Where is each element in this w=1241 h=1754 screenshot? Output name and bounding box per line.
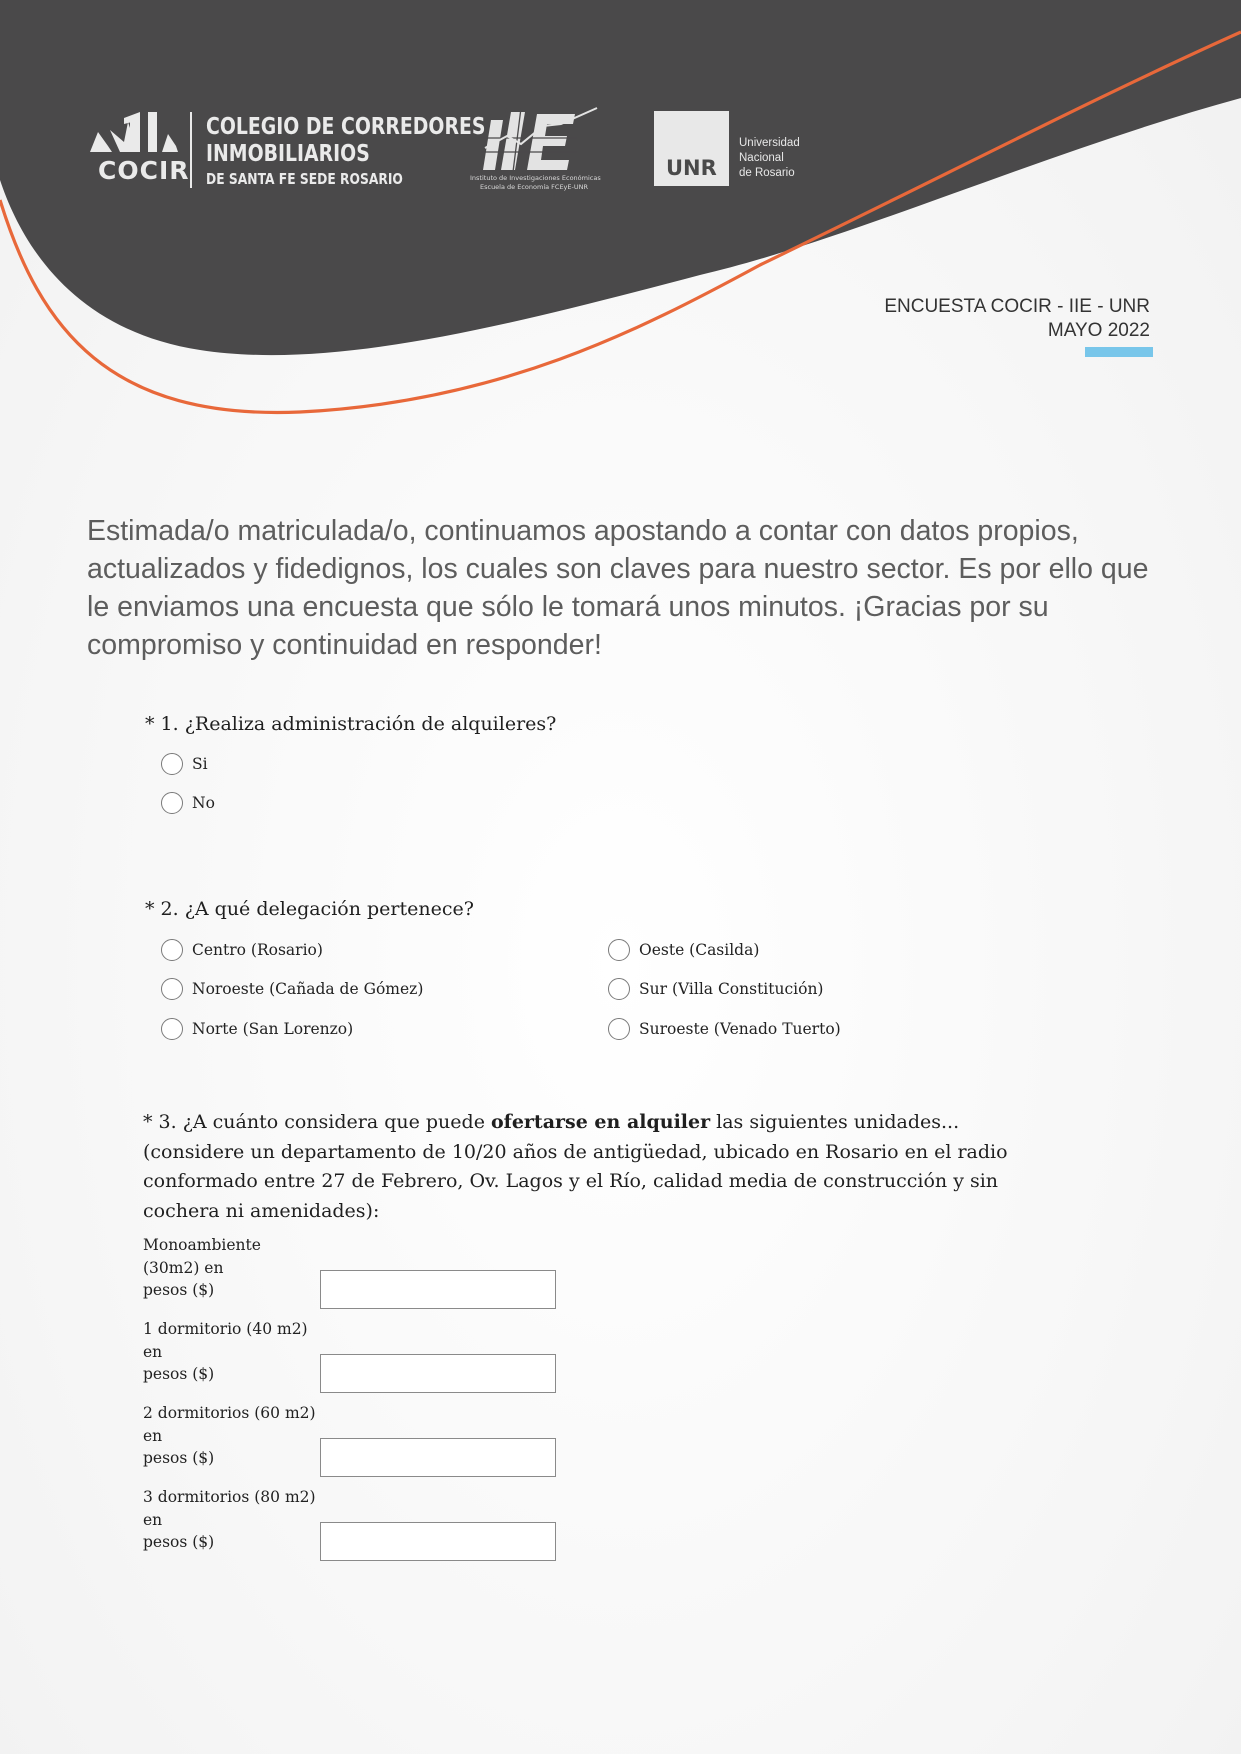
- q2-option-sur[interactable]: Sur (Villa Constitución): [608, 978, 823, 1000]
- unr-name-line2: Nacional: [739, 152, 784, 164]
- survey-title-block: [884, 295, 1150, 343]
- input-3-dormitorios[interactable]: [320, 1522, 556, 1561]
- cocir-logo-wordmark: COCIR: [98, 156, 190, 185]
- unr-logo-abbr: UNR: [666, 156, 717, 180]
- iie-caption-line1: Instituto de Investigaciones Económicas: [470, 174, 601, 182]
- q1-option-no[interactable]: No: [161, 792, 215, 814]
- radio-button[interactable]: [161, 792, 183, 814]
- q2-option-suroeste[interactable]: Suroeste (Venado Tuerto): [608, 1018, 841, 1040]
- cocir-name-line1: COLEGIO DE CORREDORES: [206, 114, 486, 140]
- cocir-logo-divider: [190, 112, 192, 188]
- input-monoambiente[interactable]: [320, 1270, 556, 1309]
- cocir-name-line2: INMOBILIARIOS: [206, 141, 370, 167]
- q2-option-oeste[interactable]: Oeste (Casilda): [608, 939, 759, 961]
- question-3-title: * 3. ¿A cuánto considera que puede ofertarse en alquiler las siguientes unidades... (considere un departamento de 10/20 años de antigüedad, ubicado en Rosario en el radio conformado entre 27 de Febrero, Ov. Lagos y el Río, calidad media de construcción y sin cochera ni amenidades):: [143, 1111, 1008, 1222]
- radio-button[interactable]: [161, 978, 183, 1000]
- survey-date: MAYO 2022: [1047, 320, 1150, 341]
- q2-option-centro[interactable]: Centro (Rosario): [161, 939, 323, 961]
- question-2-title: * 2. ¿A qué delegación pertenece?: [145, 898, 474, 920]
- cocir-name-line3: DE SANTA FE SEDE ROSARIO: [206, 170, 403, 188]
- intro-paragraph: Estimada/o matriculada/o, continuamos apostando a contar con datos propios, actualizados y fidedignos, los cuales son claves para nuestro sector. Es por ello que le enviamos una encuesta que sólo le tomará unos minutos. ¡Gracias por su compromiso y continuidad en responder!: [87, 515, 1149, 661]
- radio-button[interactable]: [161, 1018, 183, 1040]
- unr-logo-box: [654, 111, 729, 186]
- input-1-dormitorio[interactable]: [320, 1354, 556, 1393]
- radio-button[interactable]: [608, 1018, 630, 1040]
- radio-button[interactable]: [161, 753, 183, 775]
- header-background: [0, 0, 1241, 440]
- input-2-dormitorios[interactable]: [320, 1438, 556, 1477]
- unr-name-line3: de Rosario: [739, 167, 795, 179]
- title-accent-bar: [1085, 347, 1153, 357]
- question-3-emphasis: ofertarse en alquiler: [490, 1111, 711, 1133]
- q1-option-si[interactable]: Si: [161, 753, 208, 775]
- radio-button[interactable]: [608, 939, 630, 961]
- question-1-title: * 1. ¿Realiza administración de alquileres?: [145, 713, 557, 735]
- q2-option-norte[interactable]: Norte (San Lorenzo): [161, 1018, 353, 1040]
- field-label-monoambiente: Monoambiente (30m2) en pesos ($): [143, 1236, 261, 1299]
- field-label-1-dormitorio: 1 dormitorio (40 m2) en pesos ($): [143, 1320, 308, 1383]
- field-label-3-dormitorios: 3 dormitorios (80 m2) en pesos ($): [143, 1488, 316, 1551]
- unr-name-line1: Universidad: [739, 137, 800, 149]
- survey-title: ENCUESTA COCIR - IIE - UNR: [884, 296, 1150, 317]
- radio-button[interactable]: [161, 939, 183, 961]
- q2-option-noroeste[interactable]: Noroeste (Cañada de Gómez): [161, 978, 423, 1000]
- radio-button[interactable]: [608, 978, 630, 1000]
- iie-caption-line2: Escuela de Economía FCEyE-UNR: [480, 183, 588, 191]
- field-label-2-dormitorios: 2 dormitorios (60 m2) en pesos ($): [143, 1404, 316, 1467]
